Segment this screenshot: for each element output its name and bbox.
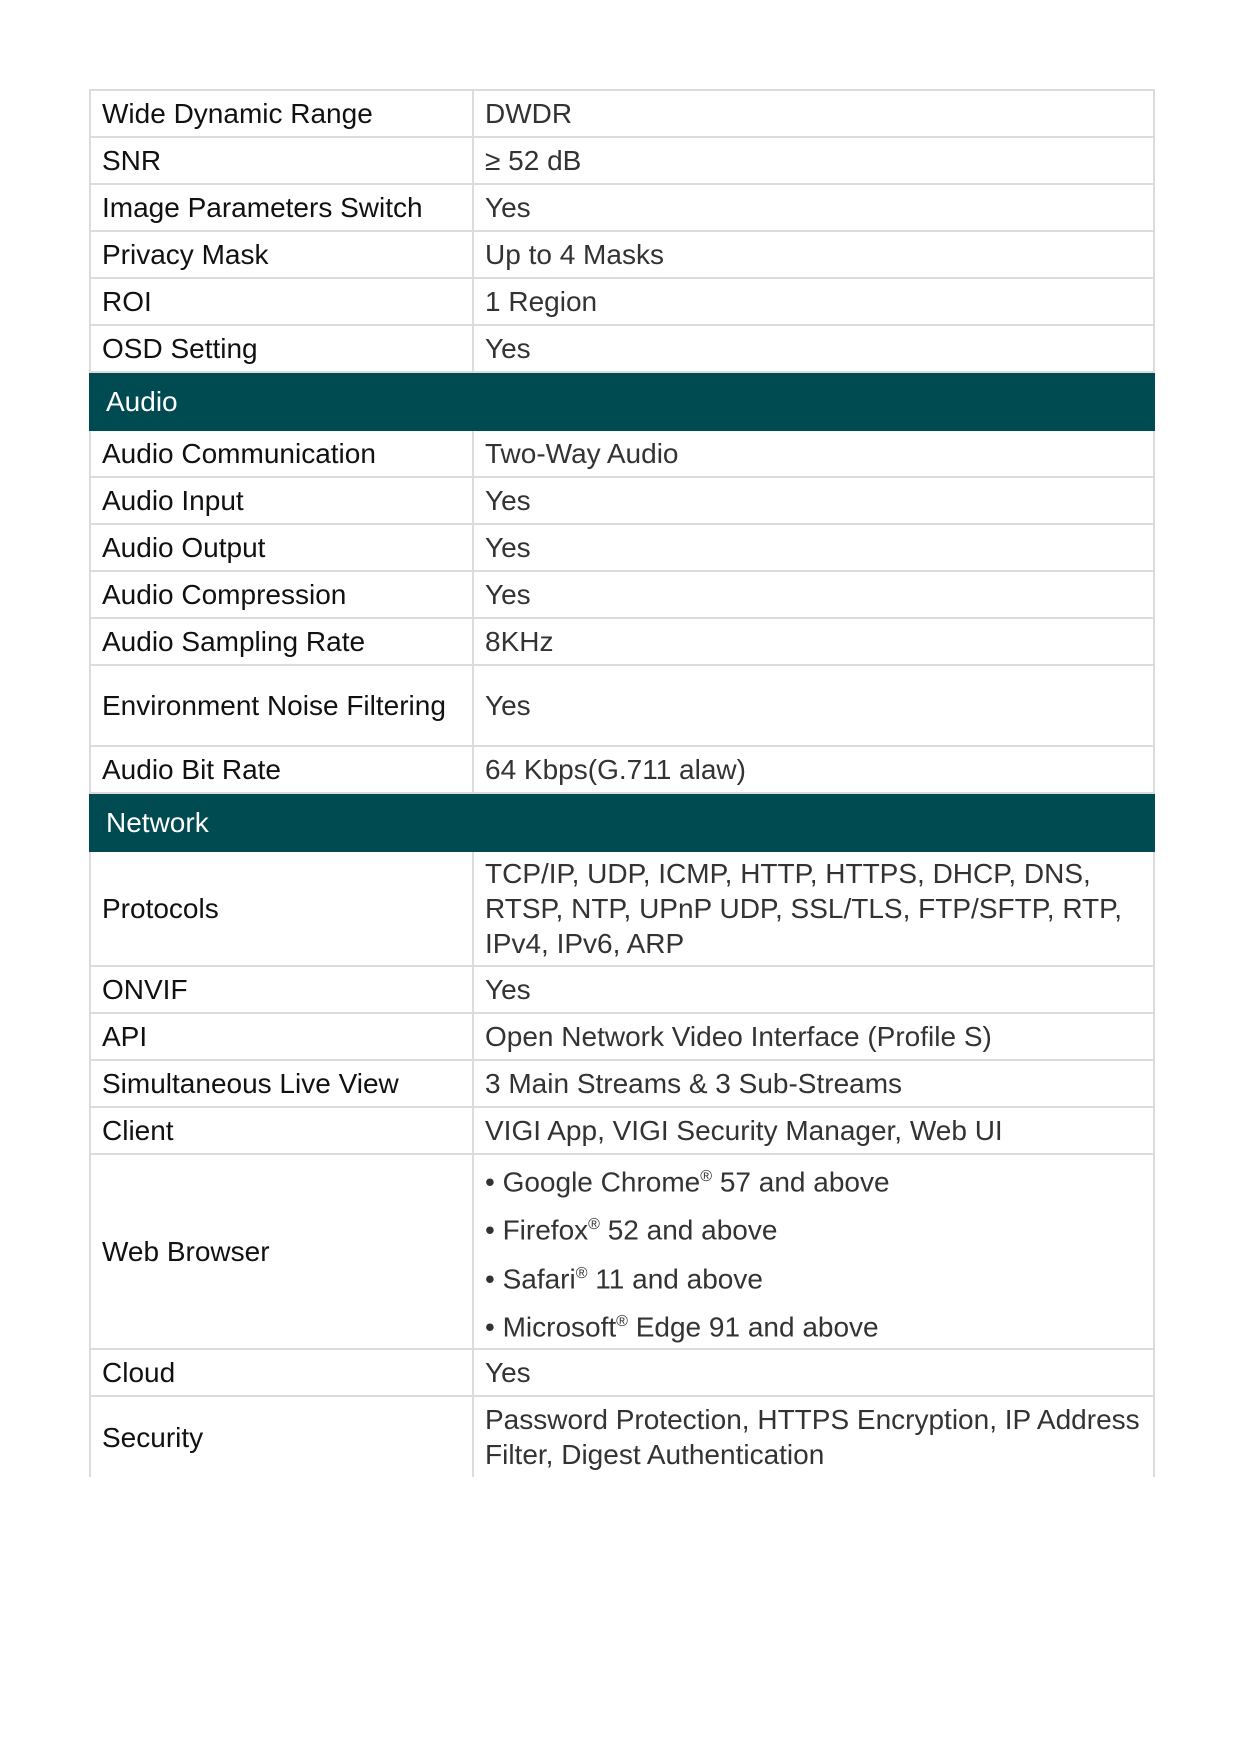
spec-label: Audio Output — [90, 524, 473, 571]
table-row — [90, 1107, 1154, 1154]
spec-label: Audio Compression — [90, 571, 473, 618]
spec-value: Yes — [473, 524, 1154, 571]
table-row — [90, 1060, 1154, 1107]
table-row — [90, 571, 1154, 618]
table-row — [90, 477, 1154, 524]
table-row — [90, 746, 1154, 793]
section-header-audio — [90, 372, 1154, 430]
spec-value: Yes — [473, 325, 1154, 372]
spec-value: Yes — [473, 665, 1154, 746]
spec-label: Client — [90, 1107, 473, 1154]
table-row — [90, 851, 1154, 966]
browser-list — [473, 1154, 1154, 1349]
section-title: Audio — [90, 372, 1154, 430]
spec-table — [89, 89, 1155, 1477]
browser-item: • Google Chrome® 57 and above — [485, 1166, 890, 1198]
spec-value: Yes — [473, 477, 1154, 524]
table-row — [90, 966, 1154, 1013]
browser-item: • Firefox® 52 and above — [485, 1214, 778, 1246]
spec-label: Privacy Mask — [90, 231, 473, 278]
table-row — [90, 1013, 1154, 1060]
table-row — [90, 618, 1154, 665]
spec-value: Yes — [473, 571, 1154, 618]
spec-value: DWDR — [473, 90, 1154, 137]
table-row — [90, 1154, 1154, 1349]
spec-value: TCP/IP, UDP, ICMP, HTTP, HTTPS, DHCP, DNS, RTSP, NTP, UPnP UDP, SSL/TLS, FTP/SFTP, RTP, IPv4, IPv6, ARP — [473, 851, 1154, 966]
spec-value: 8KHz — [473, 618, 1154, 665]
spec-value: Password Protection, HTTPS Encryption, IP Address Filter, Digest Authentication — [473, 1396, 1154, 1477]
spec-label: Cloud — [90, 1349, 473, 1396]
table-row — [90, 430, 1154, 477]
spec-label: API — [90, 1013, 473, 1060]
spec-value: 64 Kbps(G.711 alaw) — [473, 746, 1154, 793]
table-row — [90, 1396, 1154, 1477]
spec-label: Security — [90, 1396, 473, 1477]
spec-label: ONVIF — [90, 966, 473, 1013]
section-title: Network — [90, 793, 1154, 851]
table-row — [90, 137, 1154, 184]
table-row — [90, 665, 1154, 746]
spec-label: Simultaneous Live View — [90, 1060, 473, 1107]
spec-label: Wide Dynamic Range — [90, 90, 473, 137]
spec-label: Environment Noise Filtering — [90, 665, 473, 746]
browser-item: • Safari® 11 and above — [485, 1262, 763, 1294]
spec-value: Yes — [473, 1349, 1154, 1396]
spec-value: Two-Way Audio — [473, 430, 1154, 477]
spec-label: SNR — [90, 137, 473, 184]
table-row — [90, 1349, 1154, 1396]
table-row — [90, 231, 1154, 278]
spec-label: Audio Bit Rate — [90, 746, 473, 793]
table-row — [90, 90, 1154, 137]
browser-item: • Microsoft® Edge 91 and above — [485, 1311, 879, 1343]
spec-value: Yes — [473, 184, 1154, 231]
table-row — [90, 524, 1154, 571]
spec-value: Open Network Video Interface (Profile S) — [473, 1013, 1154, 1060]
spec-value: Up to 4 Masks — [473, 231, 1154, 278]
table-row — [90, 278, 1154, 325]
spec-value: 1 Region — [473, 278, 1154, 325]
spec-label: Image Parameters Switch — [90, 184, 473, 231]
spec-value: ≥ 52 dB — [473, 137, 1154, 184]
spec-label: OSD Setting — [90, 325, 473, 372]
table-row — [90, 184, 1154, 231]
spec-label: Audio Sampling Rate — [90, 618, 473, 665]
spec-label: Web Browser — [90, 1154, 473, 1349]
table-row — [90, 325, 1154, 372]
section-header-network — [90, 793, 1154, 851]
spec-value: 3 Main Streams & 3 Sub-Streams — [473, 1060, 1154, 1107]
spec-value: Yes — [473, 966, 1154, 1013]
spec-value: VIGI App, VIGI Security Manager, Web UI — [473, 1107, 1154, 1154]
spec-label: Audio Communication — [90, 430, 473, 477]
spec-label: ROI — [90, 278, 473, 325]
spec-label: Protocols — [90, 851, 473, 966]
spec-label: Audio Input — [90, 477, 473, 524]
